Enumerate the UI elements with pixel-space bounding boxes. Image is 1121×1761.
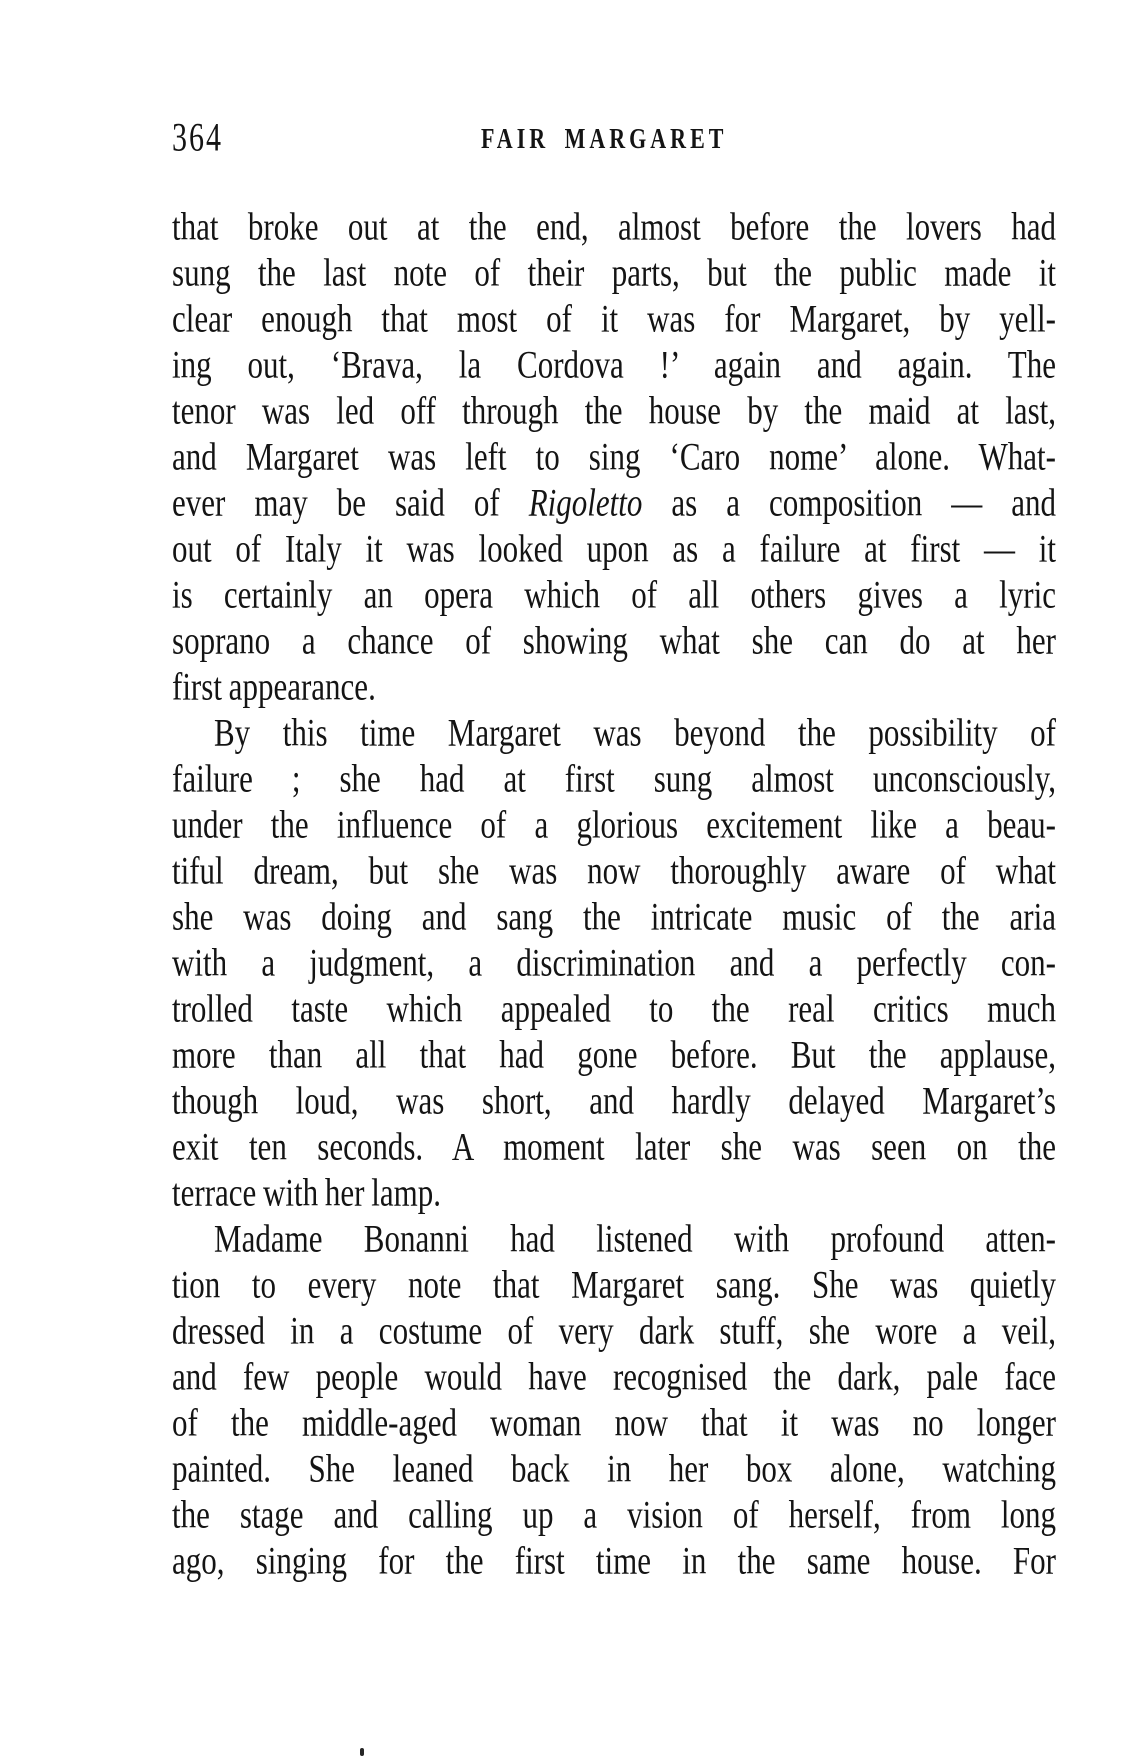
text-line: soprano a chance of showing what she can do at her bbox=[172, 618, 1056, 663]
text-line: dressed in a costume of very dark stuff, she wore a veil, bbox=[172, 1308, 1056, 1353]
text-line: and few people would have recognised the dark, pale face bbox=[172, 1354, 1056, 1399]
ink-speck bbox=[360, 1748, 364, 1756]
page-number: 364 bbox=[172, 115, 223, 160]
text-line: that broke out at the end, almost before the lovers had bbox=[172, 204, 1056, 249]
text-line: the stage and calling up a vision of herself, from long bbox=[172, 1492, 1056, 1537]
text-line: first appearance. bbox=[172, 664, 376, 709]
text-line: under the influence of a glorious excitement like a beau- bbox=[172, 802, 1056, 847]
text-line: terrace with her lamp. bbox=[172, 1170, 441, 1215]
running-header: FAIR MARGARET bbox=[481, 121, 728, 155]
text-line: ago, singing for the first time in the same house. For bbox=[172, 1538, 1056, 1583]
text-line: though loud, was short, and hardly delayed Margaret’s bbox=[172, 1078, 1056, 1123]
text-line: ever may be said of Rigoletto as a composition — and bbox=[172, 480, 1056, 525]
text-line: more than all that had gone before. But the applause, bbox=[172, 1032, 1056, 1077]
text-line: exit ten seconds. A moment later she was seen on the bbox=[172, 1124, 1056, 1169]
text-line: and Margaret was left to sing ‘Caro nome’ alone. What- bbox=[172, 434, 1056, 479]
text-line: out of Italy it was looked upon as a failure at first — it bbox=[172, 526, 1056, 571]
text-line: By this time Margaret was beyond the possibility of bbox=[214, 710, 1056, 755]
text-line: Madame Bonanni had listened with profound atten- bbox=[214, 1216, 1056, 1261]
text-line: she was doing and sang the intricate music of the aria bbox=[172, 894, 1056, 939]
text-line: ing out, ‘Brava, la Cordova !’ again and again. The bbox=[172, 342, 1056, 387]
text-line: with a judgment, a discrimination and a perfectly con- bbox=[172, 940, 1056, 985]
text-line: is certainly an opera which of all others gives a lyric bbox=[172, 572, 1056, 617]
text-line: clear enough that most of it was for Margaret, by yell- bbox=[172, 296, 1056, 341]
text-line: painted. She leaned back in her box alone, watching bbox=[172, 1446, 1056, 1491]
text-block bbox=[172, 204, 1056, 1584]
text-line: tiful dream, but she was now thoroughly aware of what bbox=[172, 848, 1056, 893]
text-line: tion to every note that Margaret sang. She was quietly bbox=[172, 1262, 1056, 1307]
text-line: of the middle-aged woman now that it was no longer bbox=[172, 1400, 1056, 1445]
text-line: trolled taste which appealed to the real critics much bbox=[172, 986, 1056, 1031]
text-line: sung the last note of their parts, but the public made it bbox=[172, 250, 1056, 295]
text-line: failure ; she had at first sung almost unconsciously, bbox=[172, 756, 1056, 801]
text-line: tenor was led off through the house by the maid at last, bbox=[172, 388, 1056, 433]
